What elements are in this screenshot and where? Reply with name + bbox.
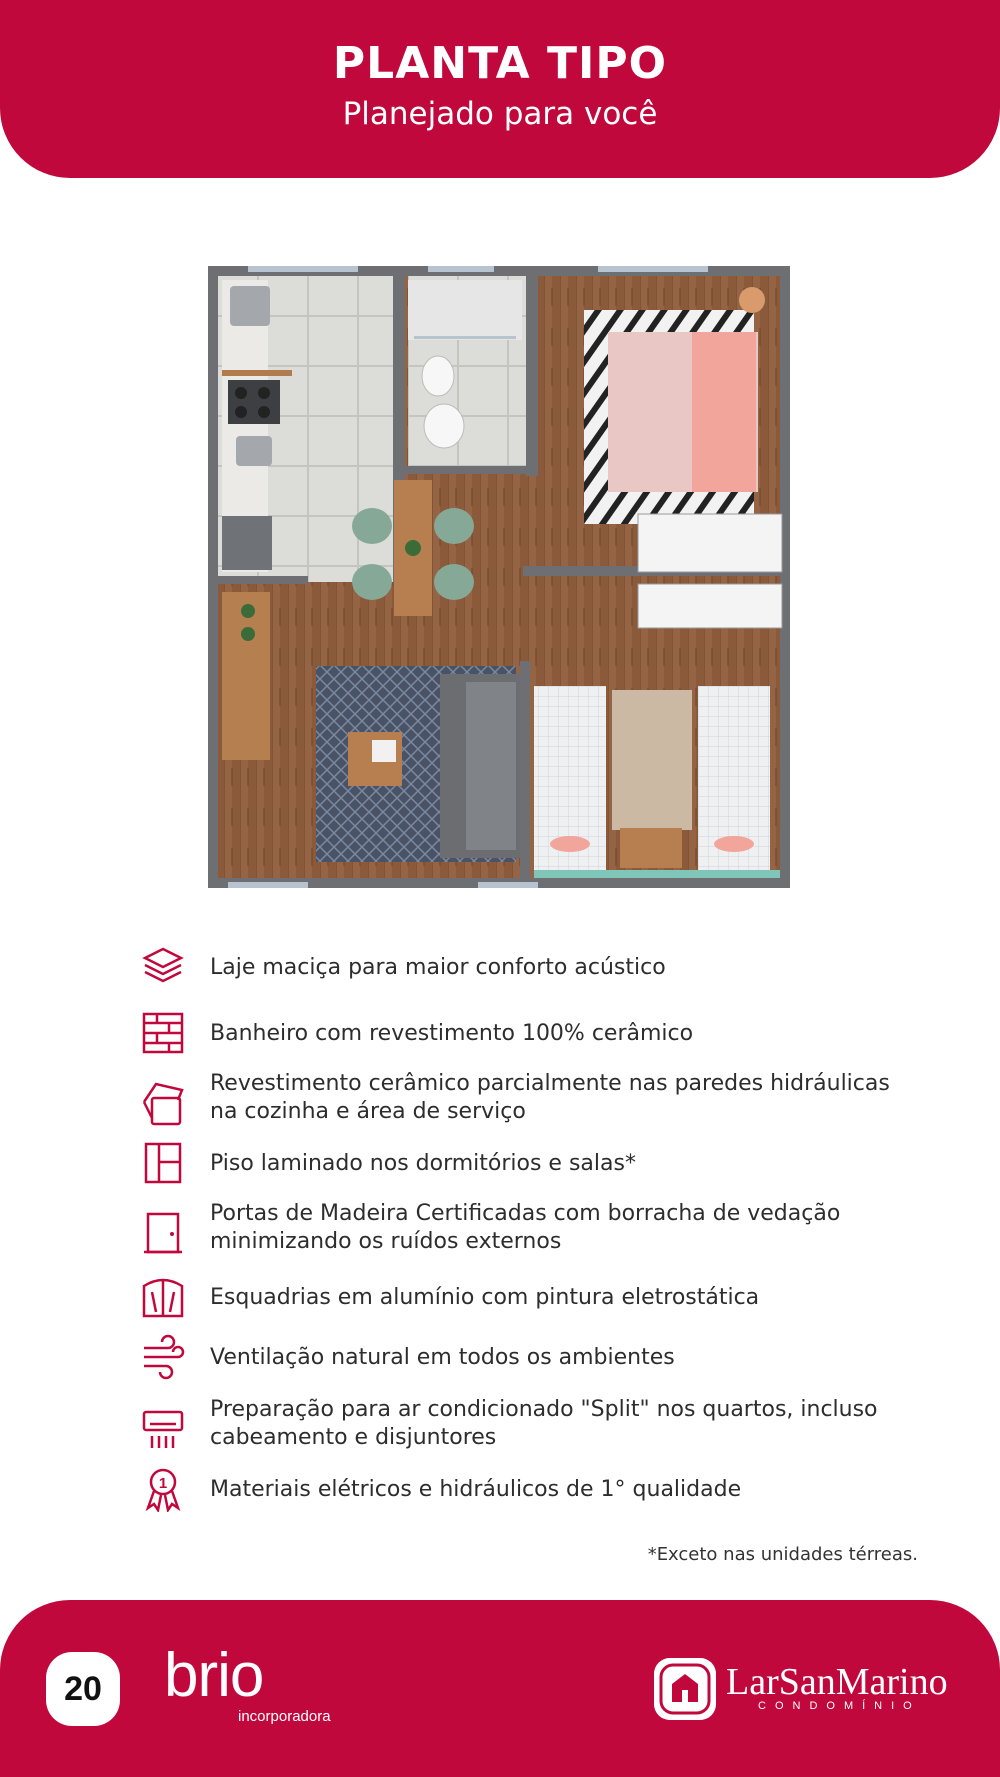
wind-icon — [140, 1334, 186, 1380]
window-frame-icon — [140, 1274, 186, 1320]
feature-text: Laje maciça para maior conforto acústico — [210, 955, 666, 980]
feature-text: Ventilação natural em todos os ambientes — [210, 1345, 675, 1370]
feature-text: Banheiro com revestimento 100% cerâmico — [210, 1021, 694, 1046]
page-subtitle: Planejado para você — [342, 96, 658, 132]
feature-text: Preparação para ar condicionado "Split" nos quartos, incluso cabeamento e disjuntores — [210, 1397, 878, 1450]
feature-text: Portas de Madeira Certificadas com borracha de vedação minimizando os ruídos externos — [210, 1201, 841, 1254]
feature-text: Piso laminado nos dormitórios e salas* — [210, 1151, 636, 1176]
floor-plan — [208, 266, 790, 888]
door-icon — [140, 1210, 186, 1256]
page-title: PLANTA TIPO — [332, 38, 668, 89]
lar-san-marino-logo-icon — [654, 1658, 716, 1720]
tiles-icon — [140, 1080, 186, 1126]
brio-logo-subtitle: incorporadora — [238, 1708, 331, 1725]
feature-text: Esquadrias em alumínio com pintura eletrostática — [210, 1285, 760, 1310]
brick-wall-icon — [140, 1010, 186, 1056]
svg-text:1: 1 — [158, 1475, 168, 1492]
laminate-floor-icon — [140, 1140, 186, 1186]
header-banner — [0, 0, 1000, 178]
lar-san-marino-logo-subtitle: CONDOMÍNIO — [758, 1700, 921, 1712]
feature-text: Revestimento cerâmico parcialmente nas paredes hidráulicas na cozinha e área de serviço — [210, 1071, 890, 1124]
air-conditioner-icon — [140, 1406, 186, 1452]
brio-logo: brio — [164, 1641, 264, 1710]
quality-medal-icon — [140, 1466, 186, 1512]
footnote: *Exceto nas unidades térreas. — [647, 1544, 918, 1565]
page-number: 20 — [46, 1652, 120, 1726]
layers-icon — [140, 944, 186, 990]
feature-text: Materiais elétricos e hidráulicos de 1° qualidade — [210, 1477, 742, 1502]
lar-san-marino-logo: LarSanMarino — [726, 1661, 948, 1703]
